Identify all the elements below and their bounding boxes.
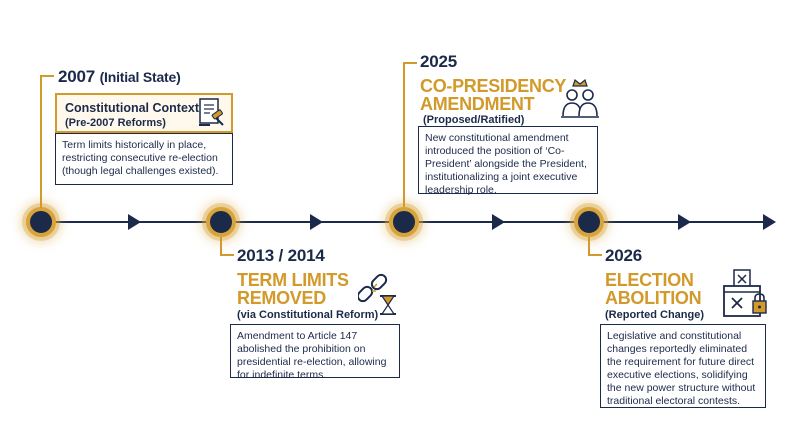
timeline-arrow — [492, 214, 505, 230]
connector-2007-tick — [40, 75, 54, 77]
timeline-node-2013 — [206, 207, 236, 237]
event-2013-year: 2013 / 2014 — [237, 246, 325, 265]
connector-2025-tick — [403, 62, 417, 64]
event-title-line: ABOLITION — [605, 288, 702, 308]
event-2013-title — [237, 271, 349, 307]
timeline-node-2025 — [389, 207, 419, 237]
event-description: Amendment to Article 147 abolished the prohibition on presidential re-election, allowing for indefinite terms. — [237, 330, 387, 381]
context-subtitle: (Pre-2007 Reforms) — [65, 117, 166, 129]
connector-2025 — [403, 62, 405, 207]
event-title-line: TERM LIMITS — [237, 270, 349, 290]
event-description: New constitutional amendment introduced the position of ‘Co-President’ alongside the President, institutionalizing a joint executive leadership role. — [425, 132, 587, 196]
connector-2013-tick — [220, 254, 234, 256]
connector-2013 — [220, 237, 222, 255]
context-title: Constitutional Context — [65, 101, 200, 115]
timeline-arrow — [128, 214, 141, 230]
timeline-arrow — [310, 214, 323, 230]
event-year-note: (Initial State) — [99, 69, 181, 85]
gavel-document-icon — [196, 96, 228, 128]
locked-ballot-box-icon — [722, 268, 770, 320]
timeline-node-2026 — [574, 207, 604, 237]
event-2025-subtitle: (Proposed/Ratified) — [423, 114, 525, 126]
event-title-line: AMENDMENT — [420, 94, 535, 114]
timeline-arrow — [678, 214, 691, 230]
event-description: Term limits historically in place, restricting consecutive re-election (though legal challenges existed). — [62, 139, 219, 177]
event-2007-description-box — [55, 133, 233, 185]
event-2013-description-box — [230, 324, 400, 381]
event-year: 2007 — [58, 67, 96, 86]
event-2026-title — [605, 271, 701, 307]
event-2026-year: 2026 — [605, 246, 643, 265]
connector-2026 — [588, 237, 590, 255]
timeline-arrow-end — [763, 214, 776, 230]
event-2013-subtitle: (via Constitutional Reform) — [237, 309, 379, 321]
event-2007-year-heading — [58, 67, 181, 87]
event-2025-description-box — [418, 126, 598, 194]
event-title-line: REMOVED — [237, 288, 326, 308]
event-2025-title — [420, 77, 566, 113]
two-leaders-crown-icon — [561, 76, 599, 120]
event-description: Legislative and constitutional changes reportedly eliminated the requirement for future direct executive elections, solidifying the new power structure without traditional electoral contests. — [607, 330, 756, 407]
event-2026-subtitle: (Reported Change) — [605, 309, 704, 321]
broken-chain-hourglass-icon — [358, 272, 398, 316]
connector-2026-tick — [588, 254, 602, 256]
event-2026-description-box — [600, 324, 766, 408]
event-title-line: ELECTION — [605, 270, 694, 290]
event-2025-year: 2025 — [420, 52, 458, 71]
timeline-node-2007 — [26, 207, 56, 237]
connector-2007 — [40, 75, 42, 208]
event-title-line: CO-PRESIDENCY — [420, 76, 567, 96]
